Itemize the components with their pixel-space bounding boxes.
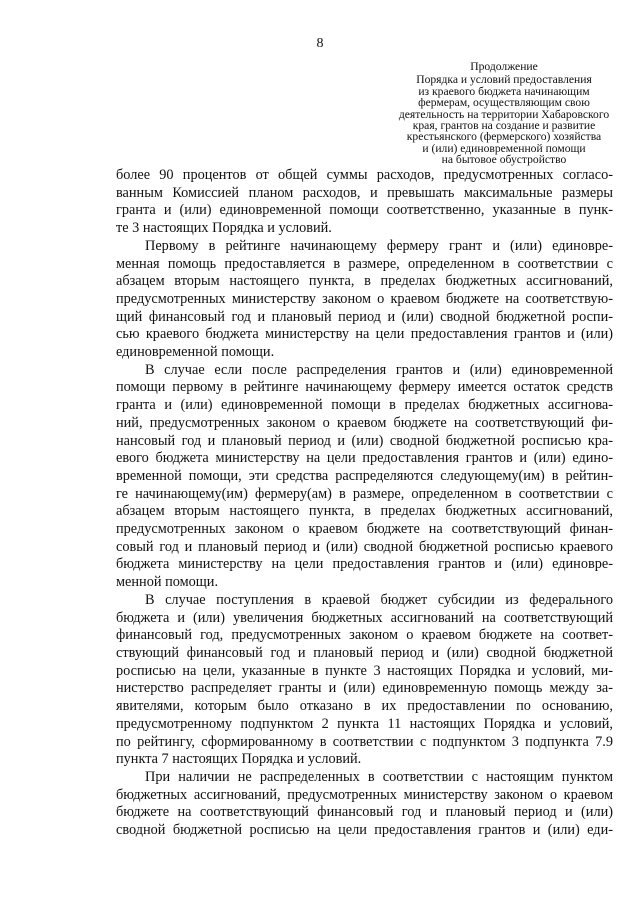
text-line: менной помощи. (116, 574, 219, 591)
text-line: по рейтингу, сформированному в соответствии с подпунктом 3 подпункта 7.9 (116, 733, 613, 750)
text-line: бюджета министерству на цели предоставления грантов и (или) единовре- (116, 556, 613, 573)
paragraph (116, 769, 613, 840)
text-line: бюджете на соответствующий финансовый год и плановый период и (или) (116, 804, 613, 821)
text-line: росписью на цели, указанные в пункте 3 настоящих Порядка и условий, ми- (116, 662, 613, 679)
text-line: более 90 процентов от общей суммы расходов, предусмотренных согласо- (116, 167, 613, 183)
body-text (116, 167, 613, 840)
header-line: фермерам, осуществляющим свою (418, 96, 590, 110)
text-line: щий финансовый год и плановый период и (или) сводной бюджетной роспи- (116, 308, 613, 325)
text-line: ге начинающему(им) фермеру(ам) в размере, определенном в соответствии с (116, 485, 613, 502)
text-line: сводной бюджетной росписью на цели предоставления грантов и (или) еди- (116, 822, 613, 839)
text-line: предусмотренному подпунктом 2 пункта 11 настоящих Порядка и условий, (116, 715, 613, 732)
text-line: В случае поступления в краевой бюджет субсидии из федерального (145, 591, 613, 608)
header-line: крестьянского (фермерского) хозяйства (406, 130, 602, 144)
text-line: совый год и плановый период и (или) сводной бюджетной росписью краевого (116, 538, 613, 555)
text-line: явителями, которым было отказано в их предоставлении по основанию, (116, 698, 613, 715)
text-line: В случае если после распределения грантов и (или) единовременной (145, 361, 613, 378)
paragraph (116, 362, 613, 592)
text-line: ствующий финансовый год и плановый период и (или) сводной бюджетной (116, 644, 613, 661)
text-line: менная помощь предоставляется в размере, определенном в соответствии с (116, 255, 613, 272)
text-line: предусмотренных министерству законом о краевом бюджете на соответствую- (116, 290, 613, 307)
text-line: Первому в рейтинге начинающему фермеру грант и (или) единовре- (145, 237, 613, 254)
text-line: абзацем вторым настоящего пункта, в пределах бюджетных ассигнований, (116, 503, 613, 520)
text-line: предусмотренных законом о краевом бюджете на соответствующий финан- (116, 521, 613, 538)
header-line: на бытовое обустройство (441, 153, 567, 167)
header-line: Порядка и условий предоставления (416, 73, 592, 87)
text-line: пункта 7 настоящих Порядка и условий. (116, 751, 362, 768)
header-line: края, грантов на создание и развитие (412, 119, 596, 133)
page-number: 8 (316, 36, 324, 51)
paragraph (116, 238, 613, 362)
text-line: гранта и (или) единовременной помощи в пределах бюджетных ассигнова- (116, 397, 613, 414)
paragraph (116, 592, 613, 769)
text-line: евого бюджета министерству на цели предоставления грантов и (или) едино- (116, 450, 613, 467)
paragraph (116, 167, 613, 238)
header-line: из краевого бюджета начинающим (418, 84, 590, 98)
text-line: нансовый год и плановый период и (или) сводной бюджетной росписью кра- (116, 432, 613, 449)
text-line: нистерство распределяет гранты и (или) единовременную помощь между за- (116, 680, 613, 697)
text-line: финансовый год, предусмотренных законом о краевом бюджете на соответ- (116, 627, 613, 644)
text-line: гранта и (или) единовременной помощи соответственно, указанные в пунк- (116, 202, 613, 219)
text-line: ванным Комиссией планом расходов, и превышать максимальные размеры (116, 184, 613, 201)
header-title: Продолжение (470, 60, 538, 73)
text-line: бюджета и (или) увеличения бюджетных ассигнований на соответствующий (116, 609, 613, 626)
text-line: сью краевого бюджета министерству на цели предоставления грантов и (или) (116, 326, 613, 343)
text-line: При наличии не распределенных в соответствии с настоящим пунктом (145, 768, 613, 785)
text-line: помощи первому в рейтинге начинающему фермеру имеется остаток средств (116, 379, 613, 396)
text-line: ний, предусмотренных законом о краевом бюджете на соответствующий фи- (116, 414, 613, 431)
text-line: временной помощи, эти средства распределяются следующему(им) в рейтин- (116, 467, 613, 484)
text-line: те 3 настоящих Порядка и условий. (116, 220, 332, 237)
header-line: и (или) единовременной помощи (422, 141, 586, 155)
appendix-header (376, 61, 632, 166)
text-line: бюджетных ассигнований, предусмотренных министерству законом о краевом (116, 786, 613, 803)
text-line: единовременной помощи. (116, 344, 275, 361)
header-line: деятельность на территории Хабаровского (398, 107, 610, 121)
text-line: абзацем вторым настоящего пункта, в пределах бюджетных ассигнований, (116, 273, 613, 290)
